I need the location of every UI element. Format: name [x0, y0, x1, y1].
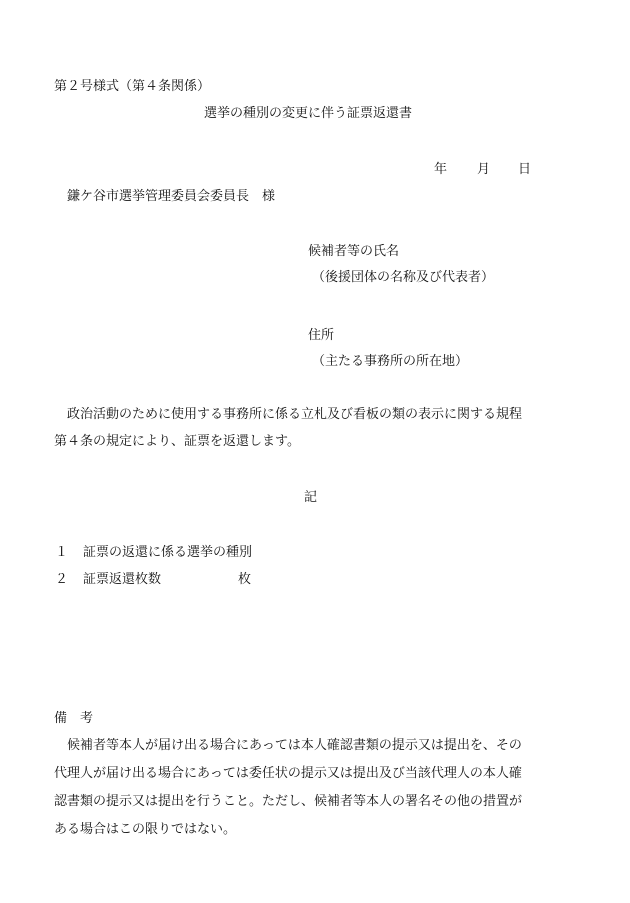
- addressee: 鎌ケ谷市選挙管理委員会委員長 様: [67, 189, 276, 204]
- date-month-label: 月: [477, 162, 491, 177]
- item-number: １: [55, 545, 69, 560]
- ki-heading: 記: [304, 490, 318, 505]
- remarks-line-3: 認書類の提示又は提出を行うこと。ただし、候補者等本人の署名その他の措置が: [54, 794, 523, 809]
- date-year-label: 年: [434, 162, 448, 177]
- date-day-label: 日: [518, 162, 532, 177]
- item-unit: 枚: [238, 572, 252, 587]
- remarks-line-2: 代理人が届け出る場合にあっては委任状の提示又は提出及び当該代理人の本人確: [54, 766, 522, 781]
- document-title: 選挙の種別の変更に伴う証票返還書: [204, 106, 413, 121]
- applicant-address-label: 住所: [308, 328, 335, 343]
- item-text: 証票返還枚数: [83, 572, 162, 587]
- remarks-heading: 備 考: [54, 711, 94, 726]
- body-line-1: 政治活動のために使用する事務所に係る立札及び看板の類の表示に関する規程: [67, 407, 523, 422]
- item-number: ２: [55, 572, 69, 587]
- remarks-line-4: ある場合はこの限りではない。: [54, 822, 237, 837]
- remarks-line-1: 候補者等本人が届け出る場合にあっては本人確認書類の提示又は提出を、その: [67, 738, 522, 753]
- body-line-2: 第４条の規定により、証票を返還します。: [54, 434, 300, 449]
- applicant-address-note: （主たる事務所の所在地）: [312, 354, 469, 369]
- applicant-name-note: （後援団体の名称及び代表者）: [312, 270, 495, 285]
- applicant-name-label: 候補者等の氏名: [308, 244, 400, 259]
- item-text: 証票の返還に係る選挙の種別: [83, 545, 253, 560]
- form-number: 第２号様式（第４条関係）: [54, 79, 211, 94]
